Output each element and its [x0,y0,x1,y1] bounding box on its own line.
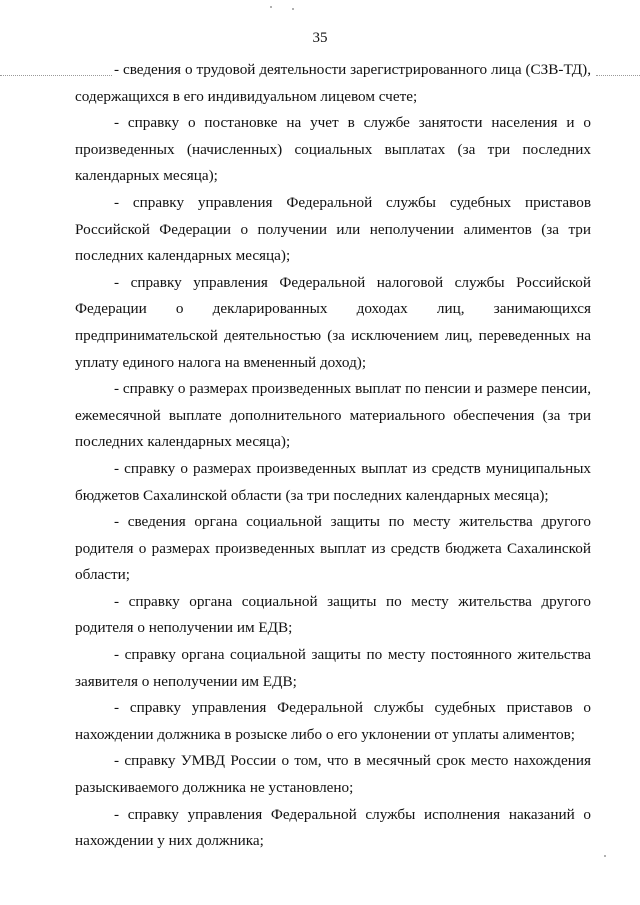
list-item: - справку управления Федеральной налоговой службы Российской Федерации о декларированных доходах лиц, занимающихся предпринимательской деятельностью (за исключением лиц, переведенных на уплату единого налога на вмененный доход); [75,273,591,371]
list-item: - справку о постановке на учет в службе занятости населения и о произведенных (начисленных) социальных выплатах (за три последних календарных месяца); [75,114,591,185]
list-item: - справку органа социальной защиты по месту постоянного жительства заявителя о неполучении им ЕДВ; [75,646,591,690]
scan-artifact-right [596,75,640,77]
list-item: - справку управления Федеральной службы исполнения наказаний о нахождении у них должника; [75,805,591,850]
document-body [75,57,591,855]
list-item: - справку УМВД России о том, что в месячный срок место нахождения разыскиваемого должника не установлено; [75,752,591,797]
list-item: - справку управления Федеральной службы судебных приставов о нахождении должника в розыске либо о его уклонении от уплаты алиментов; [75,699,591,743]
scan-artifact-dot [270,6,272,8]
scan-artifact-dot [604,855,606,857]
list-item: - сведения о трудовой деятельности зарегистрированного лица (СЗВ-ТД), содержащихся в его индивидуальном лицевом счете; [75,61,591,105]
list-item: - справку о размерах произведенных выплат по пенсии и размере пенсии, ежемесячной выплате дополнительного материального обеспечения (за три последних календарных месяца); [75,380,591,451]
page-number: 35 [312,30,328,46]
scan-artifact-dot [292,8,294,10]
list-item: - справку органа социальной защиты по месту жительства другого родителя о неполучении им ЕДВ; [75,592,591,637]
list-item: - сведения органа социальной защиты по месту жительства другого родителя о размерах произведенных выплат из средств бюджета Сахалинской области; [75,513,591,584]
list-item: - справку управления Федеральной службы судебных приставов Российской Федерации о получении или неполучении алиментов (за три последних календарных месяца); [75,193,591,265]
list-item: - справку о размерах произведенных выплат из средств муниципальных бюджетов Сахалинской области (за три последних календарных месяца); [75,459,591,504]
